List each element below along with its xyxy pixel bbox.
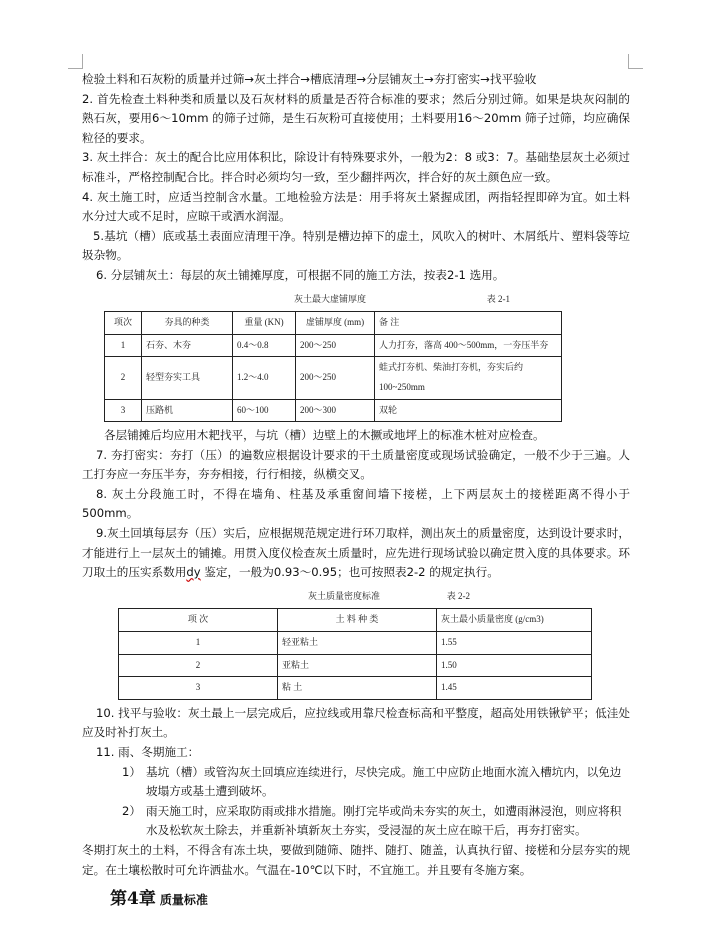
- table-row: [105, 399, 562, 422]
- page-content: [82, 70, 630, 880]
- table-2-1: [104, 290, 562, 423]
- table-cell: 200～300: [296, 399, 375, 422]
- table-header-cell: 备 注: [375, 312, 562, 335]
- sub-item-1: [122, 763, 630, 802]
- paragraph-6: 6. 分层铺灰土：每层的灰土铺摊厚度，可根据不同的施工方法，按表2-1 选用。: [96, 267, 505, 282]
- paragraph-9: [82, 524, 630, 583]
- table-title: 灰土质量密度标准: [308, 590, 381, 601]
- sub-item-number: 2）: [122, 803, 141, 818]
- margin-corner-mark: [628, 54, 643, 69]
- table-cell: 粘 土: [278, 677, 437, 700]
- table-cell: 轻亚粘土: [278, 632, 437, 655]
- table-2-2: [118, 587, 592, 700]
- process-flow: 检验土料和石灰粉的质量并过筛→灰土拌合→槽底清理→分层铺灰土→夯打密实→找平验收: [82, 72, 537, 86]
- table-header-row: [105, 312, 562, 335]
- table-row: [119, 632, 592, 655]
- chapter-number: 第4章: [110, 889, 156, 909]
- table-cell: 2: [105, 357, 142, 399]
- table-number: 表 2-2: [446, 590, 470, 601]
- table-cell: 60～100: [233, 399, 296, 422]
- paragraph-3: 3. 灰土拌合：灰土的配合比应用体积比，除设计有特殊要求外，一般为2：8 或3：7。基础垫层灰土必须过标准斗，严格控制配合比。拌合时必须均匀一致，至少翻拌两次，拌合好的灰土颜色应一致。: [82, 150, 630, 184]
- paragraph-9-text-a: 9.灰土回填每层夯（压）实后，应根据规范规定进行环刀取样，测出灰土的质量密度，达到设计要求时，才能进行上一层灰土的铺摊。用贯入度仪检查灰土质量时，应先进行现场试验以确定贯入度的具体要求。环刀取土的压实系数用: [82, 526, 630, 580]
- table-cell: 1.2～4.0: [233, 357, 296, 399]
- chapter-heading: [110, 884, 208, 909]
- table-row: [105, 334, 562, 357]
- table-cell: 轻型夯实工具: [142, 357, 233, 399]
- paragraph-9-underlined: dy: [186, 565, 201, 580]
- table-number: 表 2-1: [486, 293, 510, 304]
- table-cell: 200～250: [296, 334, 375, 357]
- paragraph-2: 2. 首先检查土料种类和质量以及石灰材料的质量是否符合标准的要求；然后分别过筛。如果是块灰闷制的熟石灰，要用6～10mm 的筛子过筛，是生石灰粉可直接使用；土料要用16～20mm 筛子过筛，均应确保粒径的要求。: [82, 91, 630, 145]
- paragraph-12: 冬期打灰土的土料，不得含有冻土块，要做到随筛、随拌、随打、随盖，认真执行留、接槎和分层夯实的规定。在土壤松散时可允许洒盐水。气温在-10℃以下时，不宜施工。并且要有冬施方案。: [82, 842, 630, 877]
- table-cell: 人力打夯，落高 400～500mm，一夯压半夯: [375, 334, 562, 357]
- table-header-row: [119, 609, 592, 632]
- table-title: 灰土最大虚铺厚度: [294, 293, 367, 304]
- table-row: [119, 677, 592, 700]
- table-cell: 3: [105, 399, 142, 422]
- paragraph-10: 10. 找平与验收：灰土最上一层完成后，应拉线或用靠尺检查标高和平整度，超高处用铁锹铲平；低洼处应及时补打灰土。: [82, 705, 630, 740]
- table-cell: 0.4～0.8: [233, 334, 296, 357]
- table-cell: 1: [119, 632, 278, 655]
- table-header-cell: 重量 (KN): [233, 312, 296, 335]
- table-header-cell: 项次: [105, 312, 142, 335]
- paragraph-8: 8. 灰土分段施工时，不得在墙角、柱基及承重窗间墙下接槎，上下两层灰土的接槎距离不得小于500mm。: [82, 486, 630, 521]
- margin-corner-mark: [68, 54, 83, 69]
- table-cell: 蛙式打夯机、柴油打夯机，夯实后约 100~250mm: [375, 357, 562, 399]
- sub-item-number: 1）: [122, 764, 141, 779]
- sub-item-text: 基坑（槽）或管沟灰土回填应连续进行，尽快完成。施工中应防止地面水流入槽坑内，以免边坡塌方或基土遭到破坏。: [146, 764, 622, 799]
- table-cell: 双轮: [375, 399, 562, 422]
- table-cell: 3: [119, 677, 278, 700]
- paragraph-5: 5.基坑（槽）底或基土表面应清理干净。特别是槽边掉下的虚土，风吹入的树叶、木屑纸片、塑料袋等垃圾杂物。: [82, 228, 630, 263]
- sub-item-2: [122, 802, 630, 841]
- table-header-cell: 灰土最小质量密度 (g/cm3): [437, 609, 592, 632]
- table-cell: 1: [105, 334, 142, 357]
- table-cell: 1.45: [437, 677, 592, 700]
- table-cell: 1.50: [437, 654, 592, 677]
- table-cell: 压路机: [142, 399, 233, 422]
- table-row: [119, 654, 592, 677]
- table-header-cell: 夯具的种类: [142, 312, 233, 335]
- sub-item-text: 雨天施工时，应采取防雨或排水措施。刚打完毕或尚未夯实的灰土，如遭雨淋浸泡，则应将积水及松软灰土除去，并重新补填新灰土夯实，受浸湿的灰土应在晾干后，再夯打密实。: [146, 803, 622, 838]
- paragraph-4: 4. 灰土施工时，应适当控制含水量。工地检验方法是：用手将灰土紧握成团，两指轻捏即碎为宜。如土料水分过大或不足时，应晾干或洒水润湿。: [82, 189, 630, 224]
- paragraph-9-text-b: 鉴定，一般为0.93～0.95；也可按照表2-2 的规定执行。: [200, 565, 499, 580]
- paragraph-7: 7. 夯打密实：夯打（压）的遍数应根据设计要求的干土质量密度或现场试验确定，一般不少于三遍。人工打夯应一夯压半夯，夯夯相接，行行相接，纵横交叉。: [82, 447, 630, 482]
- table-cell: 1.55: [437, 632, 592, 655]
- table-cell: 2: [119, 654, 278, 677]
- table-row: [105, 357, 562, 399]
- paragraph-11: 11. 雨、冬期施工：: [96, 745, 200, 759]
- paragraph-6b: 各层铺摊后均应用木耙找平，与坑（槽）边壁上的木撅或地坪上的标准木桩对应检查。: [104, 428, 545, 443]
- table-header-cell: 土 料 种 类: [278, 609, 437, 632]
- table-cell: 200～250: [296, 357, 375, 399]
- table-cell: 亚粘土: [278, 654, 437, 677]
- table-cell: 石夯、木夯: [142, 334, 233, 357]
- table-header-cell: 项 次: [119, 609, 278, 632]
- table-header-cell: 虚铺厚度 (mm): [296, 312, 375, 335]
- chapter-title: 质量标准: [159, 893, 208, 907]
